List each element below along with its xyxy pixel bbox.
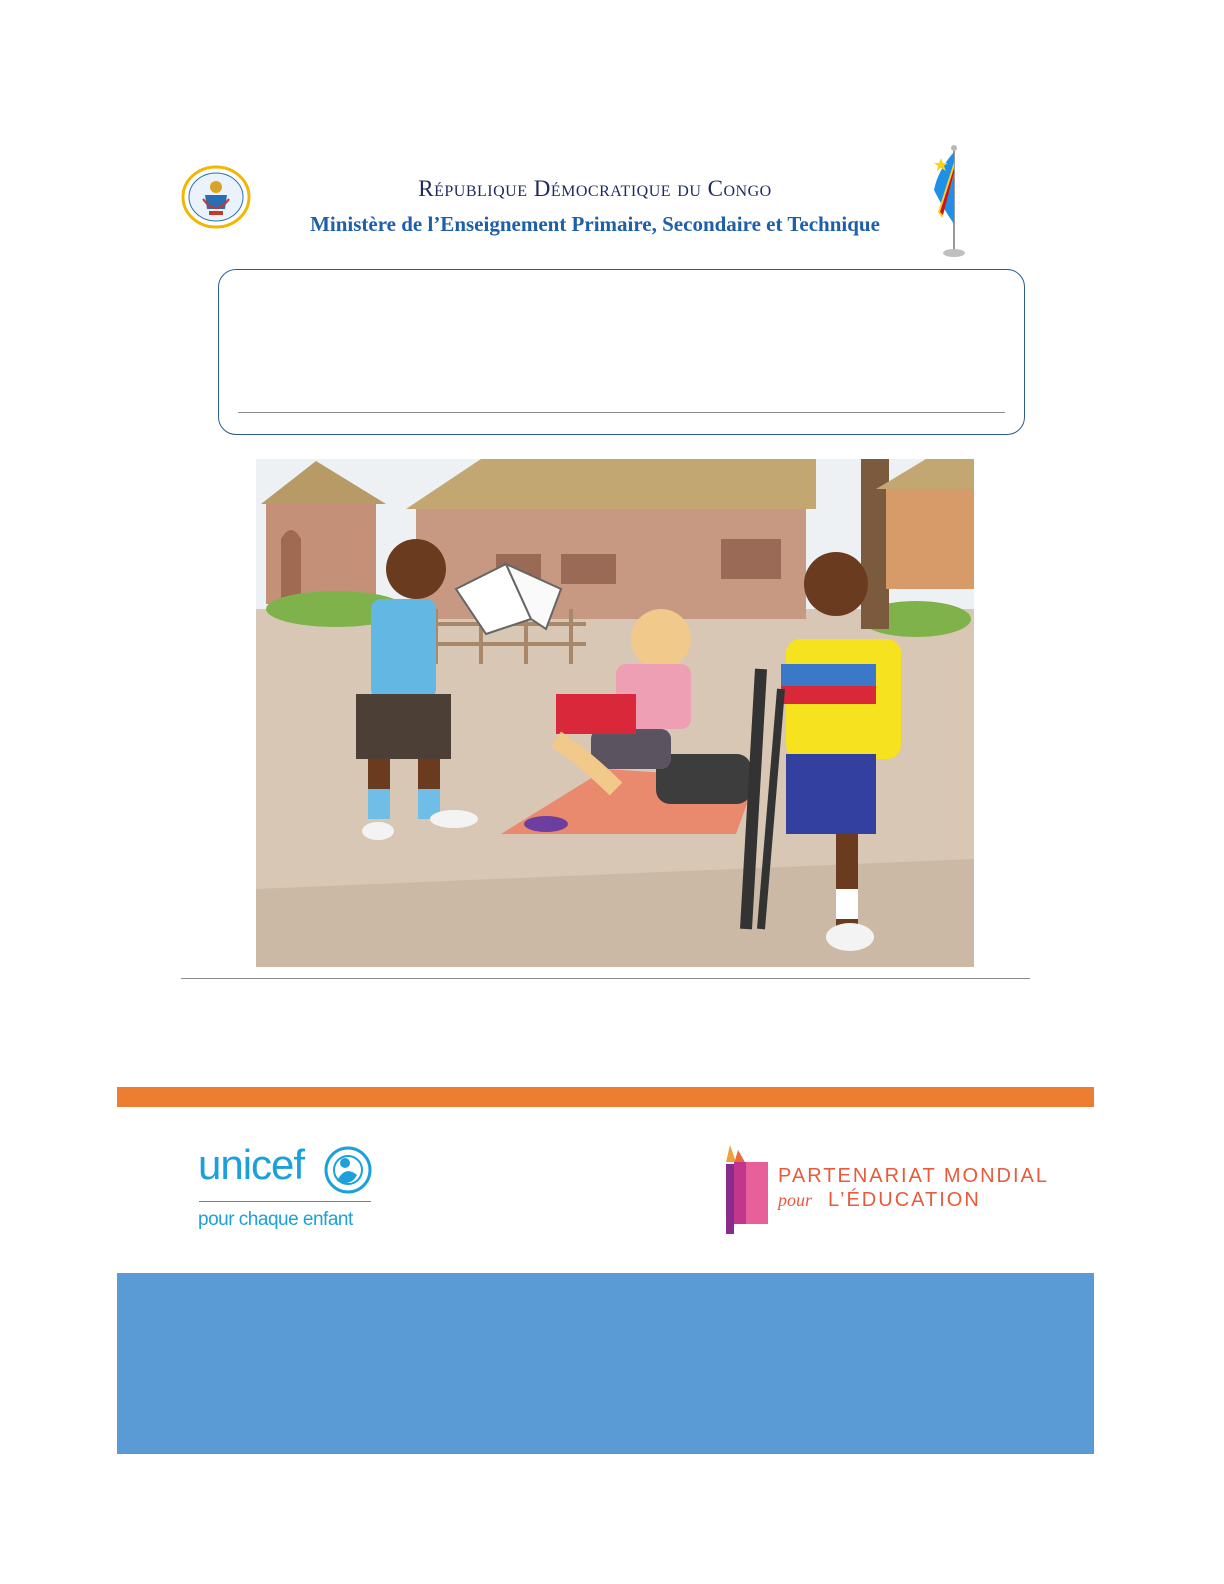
unicef-tagline: pour chaque enfant <box>198 1209 353 1230</box>
drc-flag-icon <box>928 140 976 262</box>
cover-illustration <box>256 459 974 967</box>
unicef-rule <box>199 1201 371 1202</box>
gpe-book-icon <box>722 1140 772 1240</box>
title-box <box>218 269 1025 435</box>
gpe-name-line2: L’ÉDUCATION <box>828 1189 981 1211</box>
ministry-title: Ministère de l’Enseignement Primaire, Secondaire et Technique <box>310 212 880 236</box>
unicef-wordmark: unicef <box>198 1141 305 1188</box>
gpe-name-pour: pour <box>778 1190 813 1210</box>
blue-band <box>117 1273 1094 1454</box>
country-title: République Démocratique du Congo <box>418 176 772 201</box>
orange-band <box>117 1087 1094 1107</box>
gpe-name-line1: PARTENARIAT MONDIAL <box>778 1165 1050 1187</box>
unicef-emblem-icon <box>323 1145 373 1195</box>
title-divider <box>238 412 1005 413</box>
coat-of-arms-seal <box>181 165 251 229</box>
page-divider <box>181 978 1030 979</box>
